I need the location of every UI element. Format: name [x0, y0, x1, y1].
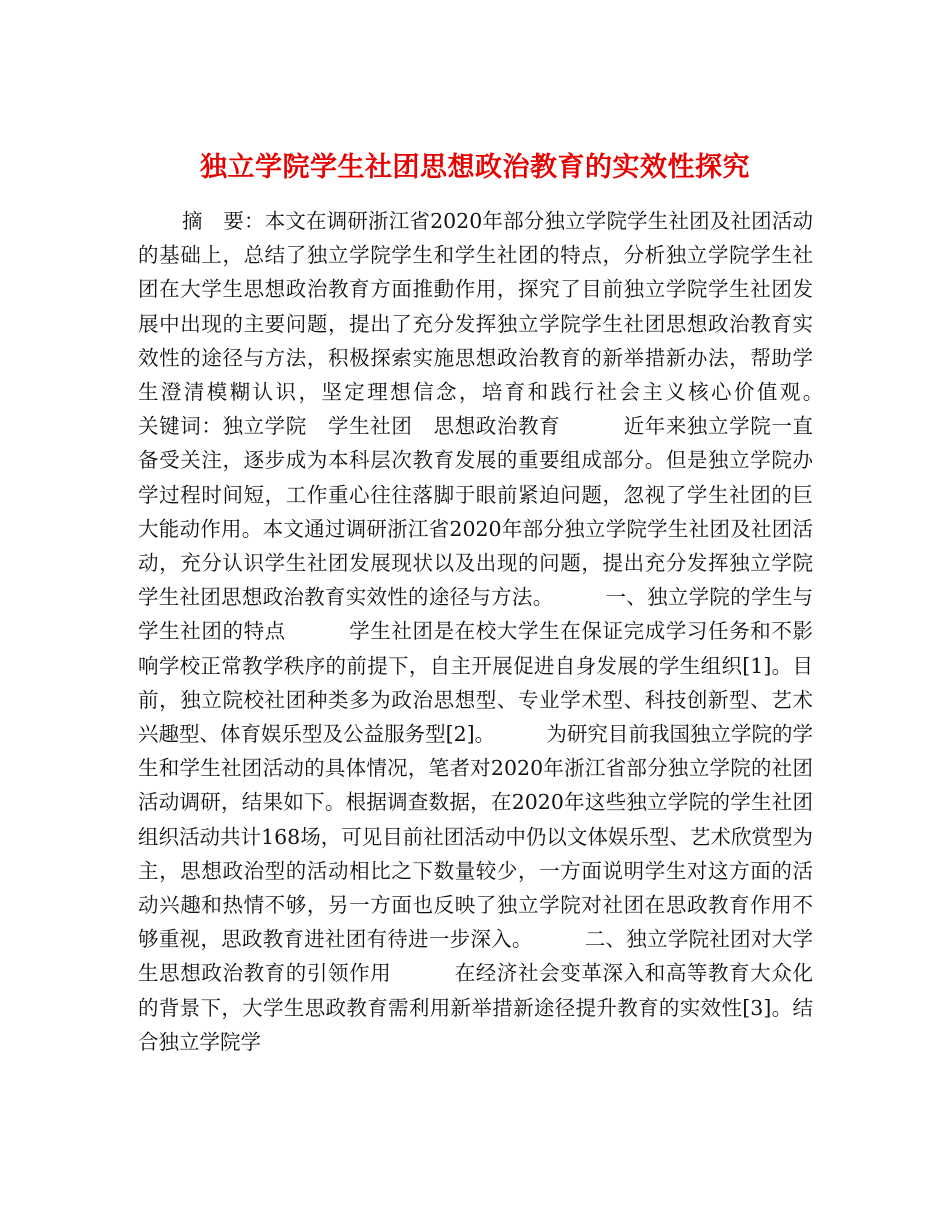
- document-body: 摘 要：本文在调研浙江省2020年部分独立学院学生社团及社团活动的基础上，总结了独立学院学生和学生社团的特点，分析独立学院学生社团在大学生思想政治教育方面推動作用，探究了目前独立学院学生社团发展中出现的主要问题，提出了充分发挥独立学院学生社团思想政治教育实效性的途径与方法，积极探索实施思想政治教育的新举措新办法，帮助学生澄清模糊认识，坚定理想信念，培育和践行社会主义核心价值观。 关键词：独立学院 学生社团 思想政治教育 近年来独立学院一直备受关注，逐步成为本科层次教育发展的重要组成部分。但是独立学院办学过程时间短，工作重心往往落脚于眼前紧迫问题，忽视了学生社团的巨大能动作用。本文通过调研浙江省2020年部分独立学院学生社团及社团活动，充分认识学生社团发展现状以及出现的问题，提出充分发挥独立学院学生社团思想政治教育实效性的途径与方法。 一、独立学院的学生与学生社团的特点 学生社团是在校大学生在保证完成学习任务和不影响学校正常教学秩序的前提下，自主开展促进自身发展的学生组织[1]。目前，独立院校社团种类多为政治思想型、专业学术型、科技创新型、艺术兴趣型、体育娱乐型及公益服务型[2]。 为研究目前我国独立学院的学生和学生社团活动的具体情况，笔者对2020年浙江省部分独立学院的社团活动调研，结果如下。根据调查数据，在2020年这些独立学院的学生社团组织活动共计168场，可见目前社团活动中仍以文体娱乐型、艺术欣赏型为主，思想政治型的活动相比之下数量较少，一方面说明学生对这方面的活动兴趣和热情不够，另一方面也反映了独立学院对社团在思政教育作用不够重视，思政教育进社团有待进一步深入。 二、独立学院社团对大学生思想政治教育的引领作用 在经济社会变革深入和高等教育大众化的背景下，大学生思政教育需利用新举措新途径提升教育的实效性[3]。结合独立学院学: [138, 209, 875, 1054]
- document-title: 独立学院学生社团思想政治教育的实效性探究: [200, 152, 750, 184]
